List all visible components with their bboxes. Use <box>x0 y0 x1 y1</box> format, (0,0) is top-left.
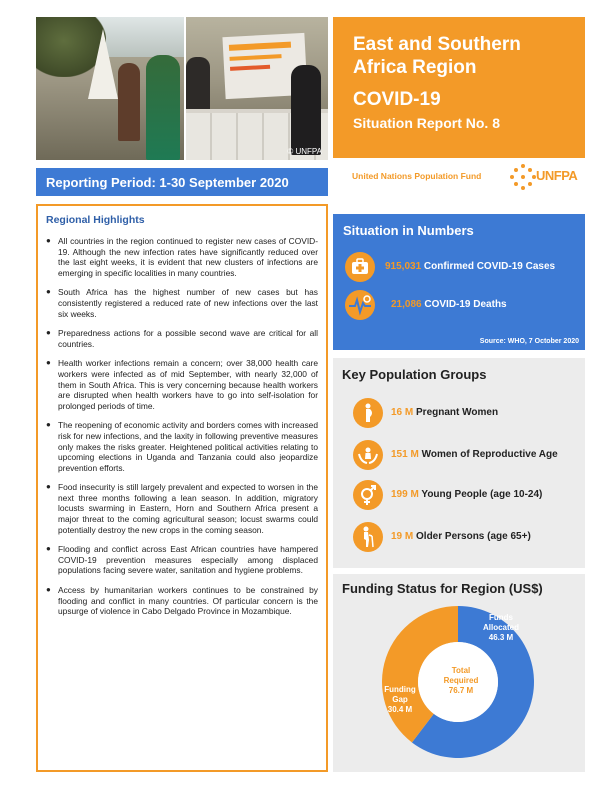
regional-highlights <box>36 204 328 772</box>
kpg-title: Key Population Groups <box>342 367 487 382</box>
agency-name: United Nations Population Fund <box>352 171 482 181</box>
situation-title: Situation in Numbers <box>343 223 474 238</box>
list-item: ● Access by humanitarian workers continues to be constrained by flooding and conflict in many countries. Of particular concern is the upsurge of violence in Cabo Delgado Province in Mozambique. <box>46 585 318 617</box>
total-required-label: Total Required 76.7 M <box>443 666 479 695</box>
elderly-person-icon <box>353 522 383 552</box>
report-number: Situation Report No. 8 <box>353 115 500 131</box>
photo-person <box>146 55 180 160</box>
logo-dots-icon <box>510 164 536 190</box>
deaths-count: 21,086 COVID-19 Deaths <box>391 299 507 310</box>
situation-source: Source: WHO, 7 October 2020 <box>479 338 579 345</box>
reporting-period: Reporting Period: 1-30 September 2020 <box>36 168 328 196</box>
cases-row <box>345 252 580 284</box>
group-pregnant-women: 16 M Pregnant Women <box>353 398 583 428</box>
hands-women-icon <box>353 440 383 470</box>
list-item: ● Food insecurity is still largely prevalent and expected to worsen in the next three months following a lean season. In addition, migratory locusts swarming in Eastern, Horn and Southern Africa present a major threat to the coming agricultural season; locust swarms could potentially destroy the new crops in the coming season. <box>46 482 318 535</box>
list-item: ● Health worker infections remain a concern; over 38,000 health care workers were infected as of mid September, with nearly 32,000 of them in South Africa. This is very concerning because health workers are disrupted when health workers have to go into self-isolation for prolonged periods of time. <box>46 358 318 411</box>
covid-title: COVID-19 <box>353 89 441 110</box>
logo-wordmark: UNFPA <box>536 168 578 183</box>
group-older-persons: 19 M Older Persons (age 65+) <box>353 522 583 552</box>
region-title: East and Southern Africa Region <box>353 34 521 78</box>
medical-kit-icon <box>345 252 375 282</box>
funding-status <box>333 574 585 772</box>
list-item: ● Preparedness actions for a possible second wave are critical for all countries. <box>46 328 318 349</box>
title-block <box>333 17 585 158</box>
highlights-list <box>46 236 318 617</box>
list-item: ● South Africa has the highest number of new cases but has consistently registered a reduced rate of new infections over the last six weeks. <box>46 287 318 319</box>
highlights-title: Regional Highlights <box>46 214 145 226</box>
list-item: ● The reopening of economic activity and borders comes with increased risk for new infections, and the laxity in following preventive measures only makes the risks greater. Heightened political activities relating to upcoming elections in Uganda and Tanzania could also jeopardize prevention efforts. <box>46 420 318 473</box>
photo-credit: © UNFPA <box>287 147 322 156</box>
gender-symbol-icon <box>353 480 383 510</box>
funding-title: Funding Status for Region (US$) <box>342 581 543 596</box>
deaths-row <box>345 290 580 322</box>
funds-allocated-label: Funds Allocated 46.3 M <box>482 613 519 642</box>
unfpa-logo <box>510 162 588 192</box>
heartbeat-virus-icon <box>345 290 375 320</box>
funding-gap-label: Funding Gap 30.4 M <box>384 685 416 714</box>
group-young-people: 199 M Young People (age 10-24) <box>353 480 583 510</box>
pregnant-woman-icon <box>353 398 383 428</box>
photo-person <box>118 63 140 141</box>
cases-count: 915,031 Confirmed COVID-19 Cases <box>385 261 556 272</box>
key-population-groups <box>333 358 585 568</box>
photo-person <box>291 65 321 155</box>
situation-in-numbers <box>333 214 585 350</box>
list-item: ● Flooding and conflict across East African countries have hampered COVID-19 prevention measures especially among displaced populations facing severe water, sanitation and hygiene problems. <box>46 544 318 576</box>
list-item: ● All countries in the region continued to register new cases of COVID-19. Although the new infection rates have significantly reduced over the last eight weeks, it is evident that new clusters of infections are emerging in specific localities in many countries. <box>46 236 318 278</box>
group-women-reproductive-age: 151 M Women of Reproductive Age <box>353 440 583 470</box>
header-photo <box>36 17 328 160</box>
